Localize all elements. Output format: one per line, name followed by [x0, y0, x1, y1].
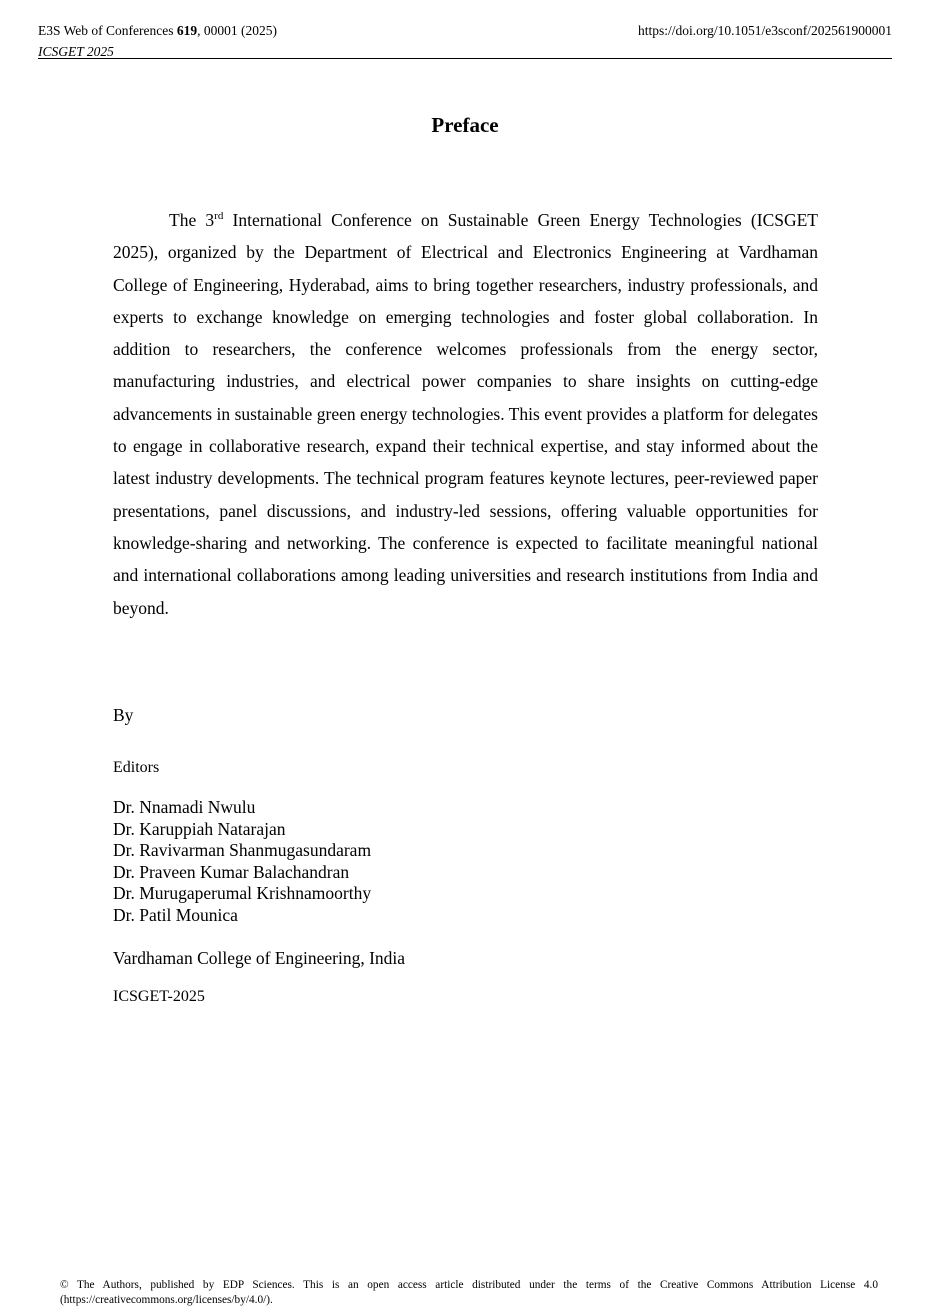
header-rule [38, 58, 892, 59]
journal-citation [38, 21, 277, 41]
license-footer [60, 1278, 878, 1308]
volume-number: 619 [176, 23, 198, 38]
editors-label: Editors [113, 759, 160, 776]
license-url[interactable]: (https://creativecommons.org/licenses/by/4.0/). [60, 1294, 273, 1306]
paragraph-lead: The 3 [169, 210, 215, 230]
affiliation: Vardhaman College of Engineering, India [113, 948, 406, 968]
editor-name: Dr. Praveen Kumar Balachandran [113, 861, 350, 882]
paragraph-text: International Conference on Sustainable Green Energy Technologies (ICSGET 2025), organized by the Department of Electrical and Electronics Engineering at Vardhaman College of Engineering, Hyderabad, aims to bring together researchers, industry professionals, and experts to exchange knowledge on emerging technologies and foster global collaboration. In addition to researchers, the conference welcomes professionals from the energy sector, manufacturing industries, and electrical power companies to share insights on cutting-edge advancements in sustainable green energy technologies. This event provides a platform for delegates to engage in collaborative research, expand their technical expertise, and stay informed about the latest industry developments. The technical program features keynote lectures, peer-reviewed paper presentations, panel discussions, and industry-led sessions, offering valuable opportunities for knowledge-sharing and networking. The conference is expected to facilitate meaningful national and international collaborations among leading universities and research institutions from India and beyond. [113, 210, 818, 618]
editor-name: Dr. Ravivarman Shanmugasundaram [113, 840, 372, 861]
editor-name: Dr. Murugaperumal Krishnamoorthy [113, 883, 372, 904]
license-statement: © The Authors, published by EDP Sciences. This is an open access article distributed under the terms of the Creative Commons Attribution License 4.0 [60, 1279, 878, 1291]
preface-paragraph [113, 204, 818, 624]
editor-name: Dr. Patil Mounica [113, 904, 238, 925]
page-title: Preface [431, 113, 499, 137]
conference-name: ICSGET 2025 [38, 44, 114, 59]
journal-name: E3S Web of Conferences [38, 23, 177, 38]
doi-link[interactable]: https://doi.org/10.1051/e3sconf/202561900001 [638, 23, 892, 38]
editor-name: Dr. Karuppiah Natarajan [113, 818, 286, 839]
editor-list [113, 797, 371, 927]
ordinal-superscript: rd [214, 210, 224, 223]
conference-code: ICSGET-2025 [113, 988, 205, 1005]
editor-name: Dr. Nnamadi Nwulu [113, 797, 256, 817]
article-number-year: , 00001 (2025) [197, 23, 278, 38]
by-label: By [113, 705, 134, 725]
